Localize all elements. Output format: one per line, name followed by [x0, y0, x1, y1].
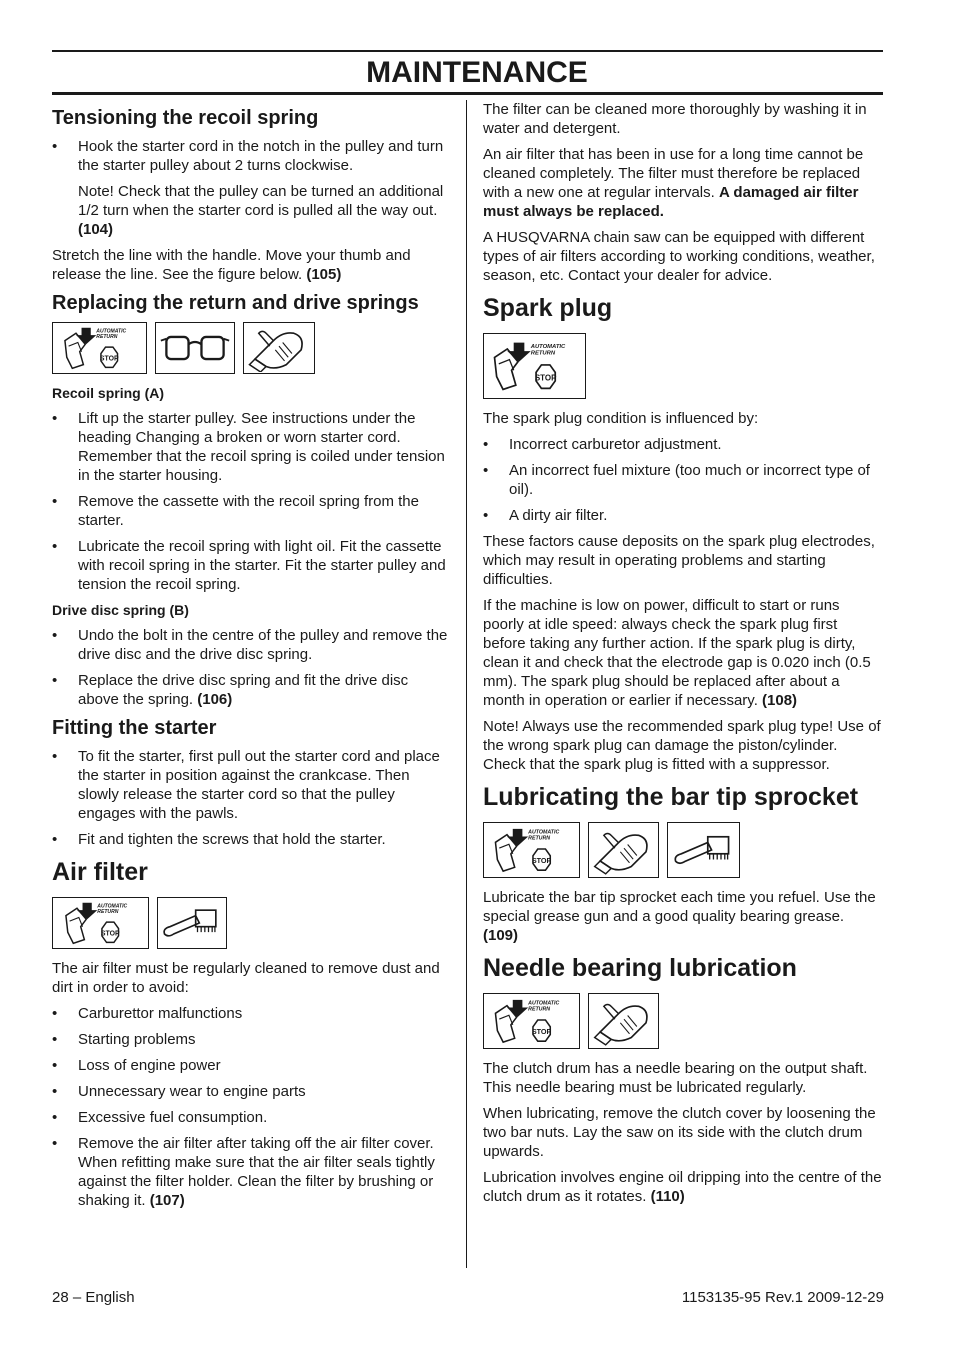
glove-icon [588, 993, 659, 1049]
heading-drive-disc-spring: Drive disc spring (B) [52, 602, 189, 618]
safety-glasses-icon [155, 322, 235, 374]
heading-fitting-starter: Fitting the starter [52, 717, 217, 739]
list-item: • Undo the bolt in the centre of the pulley and remove the drive disc and the drive disc spring. [52, 627, 448, 663]
bar-tip-icons [483, 822, 883, 878]
list-item: • Remove the cassette with the recoil spring from the starter. [52, 493, 419, 529]
needle-p1: The clutch drum has a needle bearing on the output shaft. This needle bearing must be lubricated regularly. [483, 1060, 868, 1096]
list-item: • Replace the drive disc spring and fit the drive disc above the spring. (106) [52, 672, 409, 708]
list-item: • A dirty air filter. [483, 507, 608, 524]
automatic-return-stop-icon [52, 322, 147, 374]
heading-recoil-spring: Recoil spring (A) [52, 385, 165, 401]
heading-air-filter: Air filter [52, 858, 148, 886]
spark-intro: The spark plug condition is influenced by: [483, 410, 759, 427]
list-item: • An incorrect fuel mixture (too much or incorrect type of oil). [483, 462, 870, 498]
automatic-return-stop-icon [483, 333, 586, 399]
needle-bearing-icons [483, 993, 883, 1049]
needle-p3: Lubrication involves engine oil dripping into the centre of the clutch drum as it rotates. (110) [483, 1169, 882, 1205]
page-title: MAINTENANCE [366, 56, 588, 89]
glove-icon [588, 822, 659, 878]
air-filter-icons [52, 897, 450, 949]
filter-p3: A HUSQVARNA chain saw can be equipped with different types of air filters according to working conditions, weather, season, etc. Contact your dealer for advice. [483, 229, 875, 284]
needle-p2: When lubricating, remove the clutch cover by loosening the two bar nuts. Lay the saw on its side with the clutch drum upwards. [483, 1105, 876, 1160]
air-intro: The air filter must be regularly cleaned to remove dust and dirt in order to avoid: [52, 960, 440, 996]
fitting-list [52, 747, 450, 849]
brush-icon [157, 897, 227, 949]
drive-list [52, 626, 450, 709]
spark-p1: These factors cause deposits on the spark plug electrodes, which may result in operating problems and starting difficulties. [483, 533, 875, 588]
list-item: • Loss of engine power [52, 1057, 221, 1074]
heading-replacing: Replacing the return and drive springs [52, 292, 419, 314]
automatic-return-stop-icon [52, 897, 149, 949]
list-item: • Starting problems [52, 1031, 196, 1048]
automatic-return-stop-icon [483, 993, 580, 1049]
list-item: • Carburettor malfunctions [52, 1005, 243, 1022]
header-top-rule [52, 50, 883, 52]
tension-list [52, 137, 450, 175]
footer-document-id: 1153135-95 Rev.1 2009-12-29 [681, 1289, 884, 1306]
list-item: • Remove the air filter after taking off the air filter cover. When refitting make sure that the air filter seals tightly against the filter holder. Clean the filter by brushing or shaking it. (107) [52, 1135, 435, 1209]
list-item: • Hook the starter cord in the notch in the pulley and turn the starter pulley about 2 turns clockwise. [52, 138, 444, 174]
bartip-p1: Lubricate the bar tip sprocket each time you refuel. Use the special grease gun and a good quality bearing grease. (109) [483, 889, 876, 944]
footer-page-number: 28 – English [52, 1289, 135, 1306]
list-item: • Unnecessary wear to engine parts [52, 1083, 306, 1100]
spark-plug-icons [483, 333, 883, 399]
filter-p1: The filter can be cleaned more thoroughly by washing it in water and detergent. [483, 101, 867, 137]
tension-stretch-text: Stretch the line with the handle. Move your thumb and release the line. See the figure below. (105) [52, 247, 411, 283]
automatic-return-stop-icon [483, 822, 580, 878]
list-item: • Excessive fuel consumption. [52, 1109, 268, 1126]
glove-icon [243, 322, 315, 374]
list-item: • Lift up the starter pulley. See instructions under the heading Changing a broken or worn starter cord. Remember that the recoil spring is coiled under tension in the starter housing. [52, 410, 445, 484]
heading-needle-bearing: Needle bearing lubrication [483, 954, 797, 982]
replacing-icons [52, 322, 450, 374]
list-item: • Incorrect carburetor adjustment. [483, 436, 722, 453]
filter-p2: An air filter that has been in use for a long time cannot be cleaned completely. The filter must therefore be replaced with a new one at regular intervals. A damaged air filter must always be replaced. [483, 146, 864, 220]
heading-spark-plug: Spark plug [483, 294, 613, 322]
spark-list [483, 435, 883, 525]
heading-bar-tip-sprocket: Lubricating the bar tip sprocket [483, 783, 859, 811]
brush-icon [667, 822, 740, 878]
right-column [483, 100, 883, 1213]
list-item: • Fit and tighten the screws that hold the starter. [52, 831, 386, 848]
tension-note: Note! Check that the pulley can be turned an additional 1/2 turn when the starter cord is pulled all the way out. (104) [78, 183, 444, 238]
column-divider [466, 100, 467, 1268]
heading-tensioning: Tensioning the recoil spring [52, 107, 319, 129]
header-bottom-rule [52, 92, 883, 95]
recoil-list [52, 409, 450, 594]
spark-p3: Note! Always use the recommended spark plug type! Use of the wrong spark plug can damage the piston/cylinder. Check that the spark plug is fitted with a suppressor. [483, 718, 881, 773]
spark-p2: If the machine is low on power, difficult to start or runs poorly at idle speed: always check the spark plug first before taking any further action. If the spark plug is dirty, clean it and check that the electrode gap is 0.020 inch (0.5 mm). The spark plug should be replaced after about a month in operation or earlier if necessary. (108) [483, 597, 871, 709]
list-item: • To fit the starter, first pull out the starter cord and place the starter in position against the crankcase. Then slowly release the starter cord so that the pulley engages with the pawls. [52, 748, 440, 822]
left-column [52, 100, 450, 1217]
air-list [52, 1004, 450, 1210]
list-item: • Lubricate the recoil spring with light oil. Fit the cassette with recoil spring in the starter. Fit the starter pulley and tension the recoil spring. [52, 538, 446, 593]
